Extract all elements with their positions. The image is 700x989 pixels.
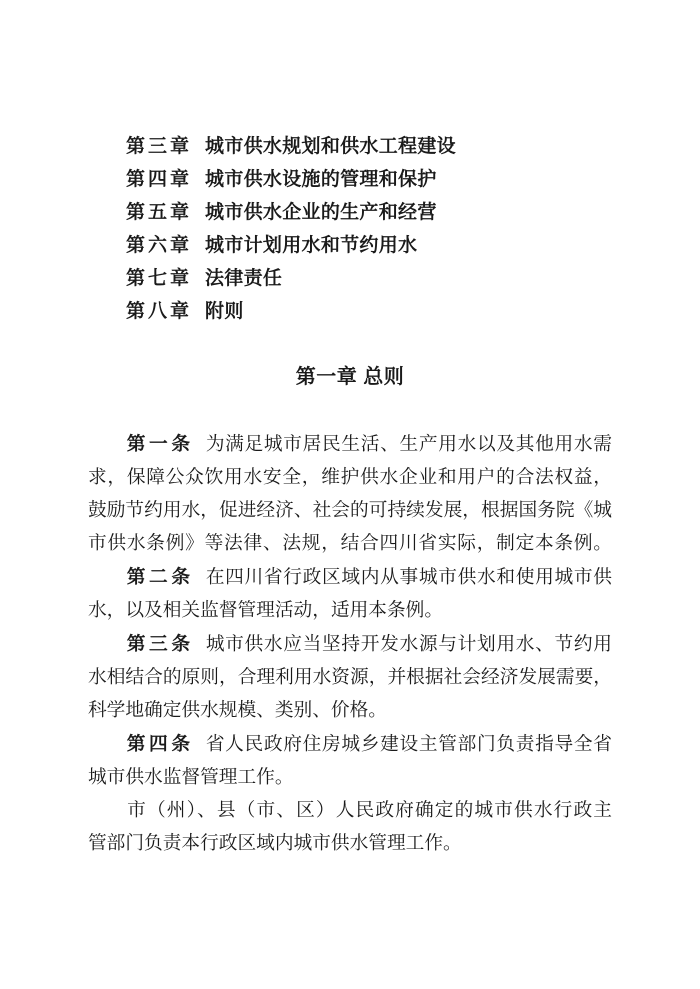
article-paragraph xyxy=(88,560,612,627)
toc-row xyxy=(88,262,612,295)
article-line-text: 科学地确定供水规模、类别、价格。 xyxy=(88,700,387,721)
article-line xyxy=(88,594,612,627)
toc-chapter-number: 第八章 xyxy=(126,301,193,322)
article-line xyxy=(88,461,612,494)
article-line xyxy=(88,494,612,527)
toc-row xyxy=(88,196,612,229)
toc-chapter-title: 法律责任 xyxy=(205,268,283,289)
article-line xyxy=(88,761,612,794)
article-line-text: 市（州）、县（市、区）人民政府确定的城市供水行政主 xyxy=(126,800,612,821)
blank-line xyxy=(88,394,612,427)
article-line-text: 城市供水应当坚持开发水源与计划用水、节约用 xyxy=(205,634,612,655)
article-line-text: 城市供水监督管理工作。 xyxy=(88,767,294,788)
article-paragraph xyxy=(88,627,612,727)
article-paragraph xyxy=(88,427,612,560)
article-line xyxy=(88,527,612,560)
article-line xyxy=(88,794,612,827)
toc-chapter-title: 城市供水设施的管理和保护 xyxy=(205,169,437,190)
article-line-text: 水，以及相关监督管理活动，适用本条例。 xyxy=(88,600,444,621)
toc-chapter-number: 第六章 xyxy=(126,235,193,256)
article-line xyxy=(88,727,612,761)
article-line-text: 在四川省行政区域内从事城市供水和使用城市供 xyxy=(205,567,612,588)
article-line xyxy=(88,627,612,661)
blank-line xyxy=(88,328,612,361)
toc-row xyxy=(88,163,612,196)
article-line-text: 水相结合的原则，合理利用水资源，并根据社会经济发展需要， xyxy=(88,667,612,688)
article-line xyxy=(88,427,612,461)
toc-row xyxy=(88,295,612,328)
toc-chapter-title: 城市供水规划和供水工程建设 xyxy=(205,136,456,157)
article-line-text: 市供水条例》等法律、法规，结合四川省实际，制定本条例。 xyxy=(88,533,612,554)
toc-chapter-number: 第七章 xyxy=(126,268,193,289)
article-number: 第三条 xyxy=(126,633,194,654)
article-number: 第二条 xyxy=(126,566,194,587)
page-content xyxy=(88,130,612,860)
article-number: 第四条 xyxy=(126,733,194,754)
toc-row xyxy=(88,229,612,262)
toc-chapter-number: 第三章 xyxy=(126,136,193,157)
article-paragraph xyxy=(88,794,612,860)
article-line-text: 求，保障公众饮用水安全，维护供水企业和用户的合法权益， xyxy=(88,467,612,488)
section-heading: 第一章 总则 xyxy=(295,366,405,388)
toc-chapter-number: 第四章 xyxy=(126,169,193,190)
toc-chapter-title: 城市供水企业的生产和经营 xyxy=(205,202,437,223)
article-line xyxy=(88,661,612,694)
toc-row xyxy=(88,130,612,163)
article-line xyxy=(88,560,612,594)
toc-chapter-number: 第五章 xyxy=(126,202,193,223)
toc-chapter-title: 城市计划用水和节约用水 xyxy=(205,235,418,256)
article-line-text: 鼓励节约用水，促进经济、社会的可持续发展，根据国务院《城 xyxy=(88,500,612,521)
table-of-contents xyxy=(88,130,612,328)
article-number: 第一条 xyxy=(126,433,194,454)
article-body xyxy=(88,427,612,860)
article-line-text: 管部门负责本行政区域内城市供水管理工作。 xyxy=(88,833,462,854)
article-line xyxy=(88,827,612,860)
toc-chapter-title: 附则 xyxy=(205,301,244,322)
article-line-text: 为满足城市居民生活、生产用水以及其他用水需 xyxy=(205,434,612,455)
article-line-text: 省人民政府住房城乡建设主管部门负责指导全省 xyxy=(205,734,612,755)
article-line xyxy=(88,694,612,727)
article-paragraph xyxy=(88,727,612,794)
